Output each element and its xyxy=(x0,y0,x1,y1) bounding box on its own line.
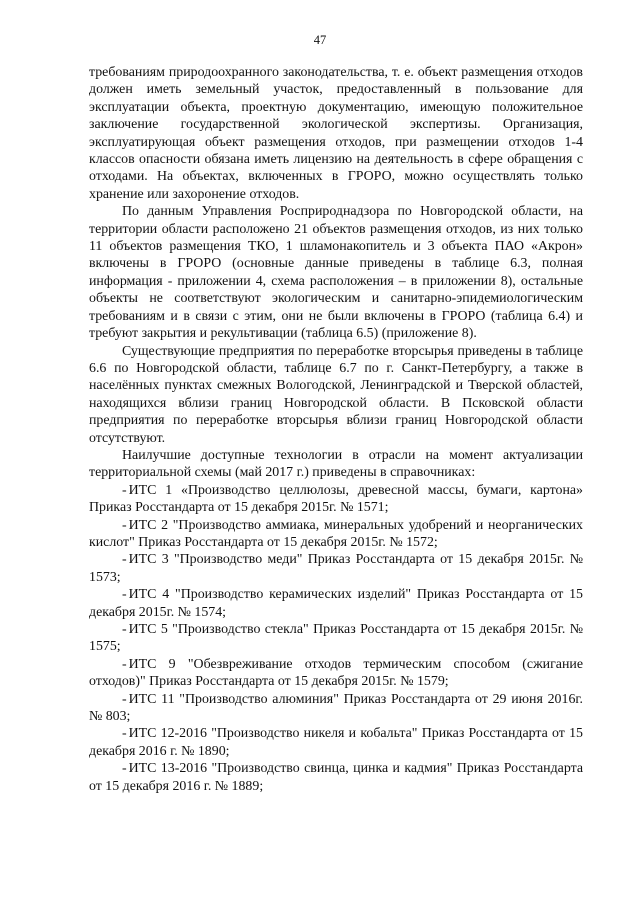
paragraph-recycling-enterprises: Существующие предприятия по переработке вторсырья приведены в таблице 6.6 по Новгородской области, таблице 6.7 по г. Санкт-Петербургу, а также в населённых пунктах смежных Вологодской, Ленинградской и Тверской областей, находящихся вблизи границ Новгородской области. В Псковской области предприятия по переработке вторсырья вблизи границ Новгородской области отсутствуют. xyxy=(89,343,583,446)
list-marker: - xyxy=(122,622,127,637)
list-item xyxy=(89,586,583,621)
list-item xyxy=(89,656,583,691)
list-item-text: ИТС 1 «Производство целлюлозы, древесной массы, бумаги, картона» Приказ Росстандарта от 15 декабря 2015г. № 1571; xyxy=(89,482,583,516)
list-marker: - xyxy=(122,517,127,533)
list-item-text: ИТС 4 "Производство керамических изделий" Приказ Росстандарта от 15 декабря 2015г. № 1574; xyxy=(89,587,583,620)
list-marker: - xyxy=(122,552,127,568)
list-item-text: ИТС 13-2016 "Производство свинца, цинка и кадмия" Приказ Росстандарта от 15 декабря 2016 г. № 1889; xyxy=(89,761,583,794)
list-item xyxy=(89,725,583,760)
list-marker: - xyxy=(122,656,127,672)
paragraph-rosprirodnadzor: По данным Управления Росприроднадзора по Новгородской области, на территории области расположено 21 объектов размещения отходов, из них только 11 объектов размещения ТКО, 1 шламонакопитель и 3 объекта ПАО «Акрон» включены в ГРОРО (основные данные приведены в таблице 6.3, полная информация - приложении 4, схема расположения – в приложении 8), остальные объекты не соответствуют экологическим и санитарно-эпидемиологическим требованиям и в связи с этим, они не были включены в ГРОРО (таблица 6.4) и требуют закрытия и рекультивации (таблица 6.5) (приложение 8). xyxy=(89,204,583,342)
list-item xyxy=(89,551,583,586)
list-marker: - xyxy=(122,691,127,707)
list-item xyxy=(89,517,583,552)
list-marker: - xyxy=(122,761,127,777)
paragraph-best-technologies: Наилучшие доступные технологии в отрасли на момент актуализации территориальной схемы (май 2017 г.) приведены в справочниках: xyxy=(89,447,583,481)
page-number: 47 xyxy=(313,33,327,47)
list-item-text: ИТС 9 "Обезвреживание отходов термическим способом (сжигание отходов)" Приказ Росстандарта от 15 декабря 2015г. № 1579; xyxy=(89,656,583,690)
list-item xyxy=(89,691,583,726)
list-item xyxy=(89,760,583,795)
list-item-text: ИТС 5 "Производство стекла" Приказ Росстандарта от 15 декабря 2015г. № 1575; xyxy=(89,622,583,655)
list-item-text: ИТС 12-2016 "Производство никеля и кобальта" Приказ Росстандарта от 15 декабря 2016 г. № 1890; xyxy=(89,726,583,759)
list-item xyxy=(89,621,583,656)
list-marker: - xyxy=(122,726,127,742)
paragraph-continuation: требованиям природоохранного законодательства, т. е. объект размещения отходов должен иметь земельный участок, предоставленный в пользование для эксплуатации объекта, проектную документацию, имеющую положительное заключение государственной экологической экспертизы. Организация, эксплуатирующая объект размещения отходов, при размещении отходов 1-4 классов опасности обязана иметь лицензию на деятельность в сфере обращения с отходами. На объектах, включенных в ГРОРО, можно осуществлять только хранение или захоронение отходов. xyxy=(89,65,583,202)
list-item-text: ИТС 2 "Производство аммиака, минеральных удобрений и неорганических кислот" Приказ Росстандарта от 15 декабря 2015г. № 1572; xyxy=(89,517,583,550)
list-marker: - xyxy=(122,482,127,498)
list-item-text: ИТС 3 "Производство меди" Приказ Росстандарта от 15 декабря 2015г. № 1573; xyxy=(89,552,583,585)
document-body xyxy=(89,64,583,795)
list-item xyxy=(89,482,583,517)
list-marker: - xyxy=(122,587,127,603)
list-item-text: ИТС 11 "Производство алюминия" Приказ Росстандарта от 29 июня 2016г. № 803; xyxy=(89,691,583,725)
